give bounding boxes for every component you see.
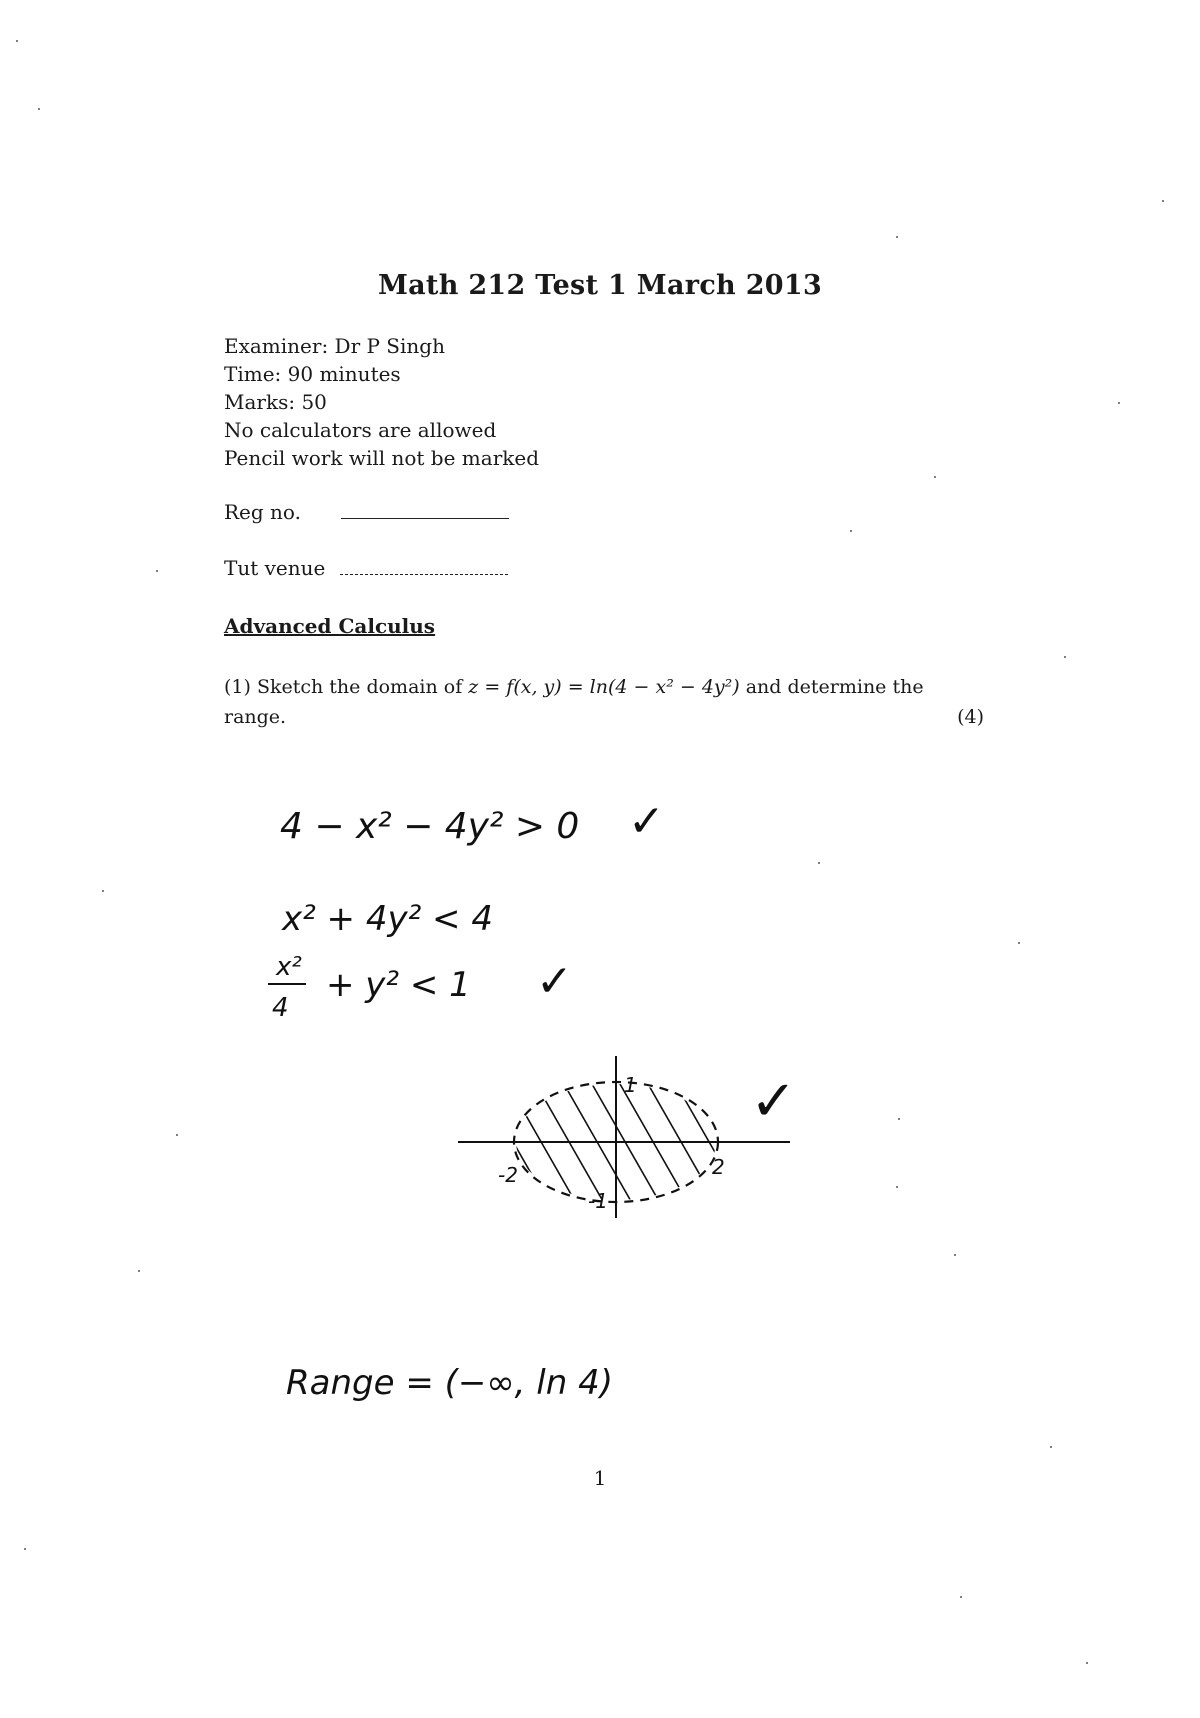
scan-speck: [896, 1186, 898, 1188]
tut-venue-label: Tut venue: [224, 556, 326, 580]
question-1-marks: (4): [957, 706, 984, 728]
check-mark-2: ✓: [536, 956, 573, 1007]
scan-speck: [24, 1548, 26, 1550]
scan-speck: [1162, 200, 1164, 202]
scan-speck: [1050, 1446, 1052, 1448]
scan-speck: [850, 530, 852, 532]
answer-line-3: + y² < 1: [326, 965, 471, 1005]
domain-sketch: [458, 1056, 790, 1218]
scan-speck: [138, 1270, 140, 1272]
scan-speck: [1118, 402, 1120, 404]
scan-speck: [1064, 656, 1066, 658]
pencil-line: Pencil work will not be marked: [224, 446, 540, 470]
scan-speck: [898, 1118, 900, 1120]
answer-line-2: x² + 4y² < 4: [282, 899, 493, 939]
range-answer: Range = (−∞, ln 4): [286, 1363, 614, 1403]
examiner-line: Examiner: Dr P Singh: [224, 334, 445, 358]
marks-line: Marks: 50: [224, 390, 327, 414]
label-left: -2: [498, 1163, 518, 1187]
scan-speck: [102, 890, 104, 892]
section-heading: Advanced Calculus: [224, 614, 436, 638]
question-1-number: (1): [224, 676, 251, 698]
fraction-numerator: x²: [276, 952, 302, 982]
scan-speck: [960, 1596, 962, 1598]
scan-speck: [818, 862, 820, 864]
label-bottom: -1: [588, 1189, 608, 1213]
check-mark-3: ✓: [750, 1069, 797, 1134]
scan-speck: [176, 1134, 178, 1136]
label-top: 1: [624, 1073, 637, 1097]
question-1-formula: z = f(x, y) = ln(4 − x² − 4y²): [468, 676, 740, 698]
label-right: 2: [712, 1155, 725, 1179]
scan-speck: [934, 476, 936, 478]
answer-line-1: 4 − x² − 4y² > 0: [280, 806, 580, 847]
scan-speck: [1018, 942, 1020, 944]
scan-speck: [896, 236, 898, 238]
time-line: Time: 90 minutes: [224, 362, 401, 386]
reg-no-label: Reg no.: [224, 500, 301, 524]
calculators-line: No calculators are allowed: [224, 418, 497, 442]
page-title: Math 212 Test 1 March 2013: [377, 270, 823, 301]
scan-speck: [1086, 1662, 1088, 1664]
question-1-text-before: Sketch the domain of: [256, 676, 463, 698]
page-number: 1: [593, 1466, 607, 1490]
fraction-denominator: 4: [272, 993, 289, 1023]
scan-speck: [954, 1254, 956, 1256]
question-1-text-after: and determine the range.: [224, 676, 924, 728]
scan-speck: [156, 570, 158, 572]
scan-speck: [16, 40, 18, 42]
check-mark-1: ✓: [628, 796, 665, 847]
scan-speck: [38, 108, 40, 110]
